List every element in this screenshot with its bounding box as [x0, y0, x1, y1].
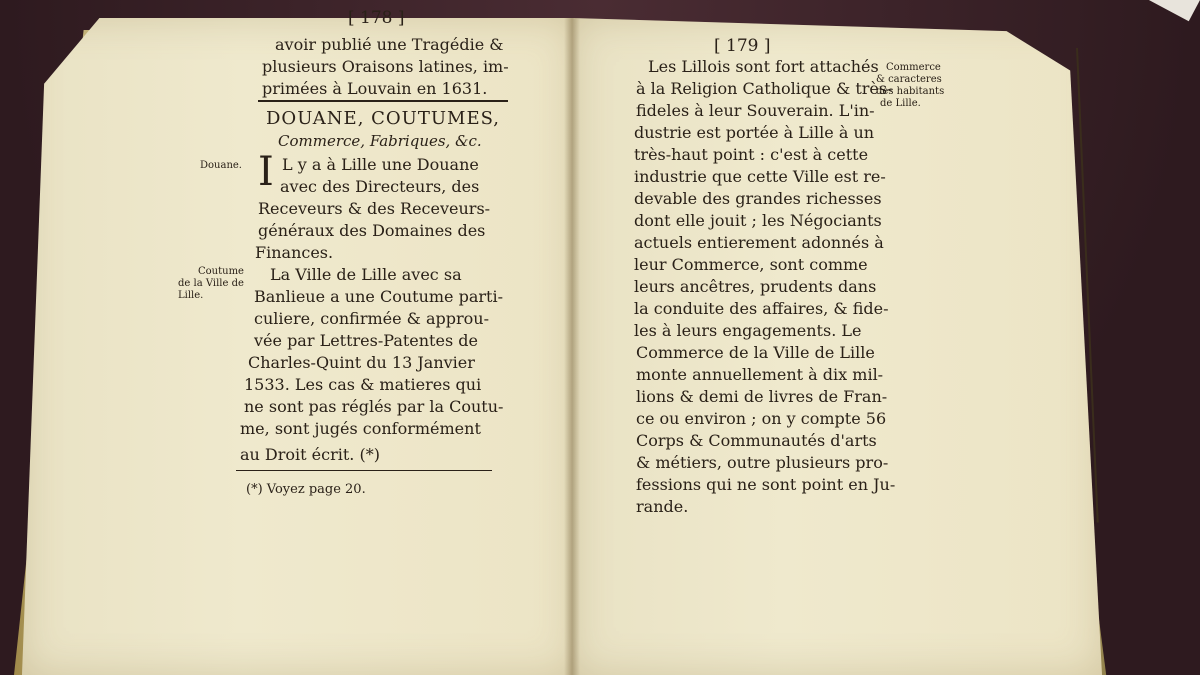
margin-note-coutume: Lille. — [178, 290, 204, 301]
text-line: industrie que cette Ville est re- — [634, 167, 886, 186]
margin-note-douane: Douane. — [200, 160, 242, 171]
margin-note-commerce: de Lille. — [880, 98, 921, 109]
footnote: (*) Voyez page 20. — [246, 482, 366, 497]
text-line: rande. — [636, 497, 689, 516]
text-line: la conduite des affaires, & fide- — [634, 299, 889, 318]
margin-note-commerce: des habitants — [876, 86, 945, 97]
text-line: vée par Lettres-Patentes de — [254, 331, 478, 350]
text-line: à la Religion Catholique & très- — [636, 79, 893, 98]
footnote-rule — [236, 470, 492, 471]
page-number-left: [ 178 ] — [348, 8, 405, 28]
text-line: Commerce de la Ville de Lille — [636, 343, 875, 362]
text-line: avoir publié une Tragédie & — [275, 35, 504, 54]
text-line: L y a à Lille une Douane — [282, 155, 479, 174]
heading-rule — [258, 100, 508, 102]
text-line: Charles-Quint du 13 Janvier — [248, 353, 475, 372]
text-line: les à leurs engagements. Le — [634, 321, 862, 340]
text-line: Finances. — [255, 243, 334, 262]
text-line: généraux des Domaines des — [258, 221, 486, 240]
text-line: primées à Louvain en 1631. — [262, 79, 488, 98]
text-line: La Ville de Lille avec sa — [270, 265, 462, 284]
section-subheading: Commerce, Fabriques, &c. — [278, 132, 482, 150]
text-line: ce ou environ ; on y compte 56 — [636, 409, 887, 428]
text-line: très-haut point : c'est à cette — [634, 145, 869, 164]
text-line: 1533. Les cas & matieres qui — [244, 375, 482, 394]
margin-note-commerce: Commerce — [886, 62, 941, 73]
section-heading: DOUANE, COUTUMES, — [266, 108, 500, 129]
margin-note-coutume: de la Ville de — [178, 278, 244, 289]
text-line: culiere, confirmée & approu- — [254, 309, 490, 328]
text-line: fideles à leur Souverain. L'in- — [636, 101, 875, 120]
book-gutter — [564, 18, 580, 675]
text-line: devable des grandes richesses — [634, 189, 882, 208]
text-line: Corps & Communautés d'arts — [636, 431, 877, 450]
text-line: plusieurs Oraisons latines, im- — [262, 57, 509, 76]
text-line: Receveurs & des Receveurs- — [258, 199, 491, 218]
text-line: monte annuellement à dix mil- — [636, 365, 884, 384]
text-line: Banlieue a une Coutume parti- — [254, 287, 503, 306]
text-line: fessions qui ne sont point en Ju- — [636, 475, 896, 494]
drop-cap: I — [258, 149, 274, 195]
text-line: lions & demi de livres de Fran- — [636, 387, 888, 406]
text-line: Les Lillois sont fort attachés — [648, 57, 879, 76]
text-line: au Droit écrit. (*) — [240, 445, 380, 464]
text-line: leur Commerce, sont comme — [634, 255, 868, 274]
text-line: actuels entierement adonnés à — [634, 233, 884, 252]
margin-note-coutume: Coutume — [198, 266, 244, 277]
text-line: ne sont pas réglés par la Coutu- — [244, 397, 504, 416]
text-line: & métiers, outre plusieurs pro- — [636, 453, 889, 472]
text-line: dont elle jouit ; les Négociants — [634, 211, 882, 230]
text-line: dustrie est portée à Lille à un — [634, 123, 875, 142]
page-number-right: [ 179 ] — [714, 36, 771, 56]
text-line: avec des Directeurs, des — [280, 177, 480, 196]
text-line: leurs ancêtres, prudents dans — [634, 277, 877, 296]
text-line: me, sont jugés conformément — [240, 419, 481, 438]
margin-note-commerce: & caracteres — [876, 74, 942, 85]
